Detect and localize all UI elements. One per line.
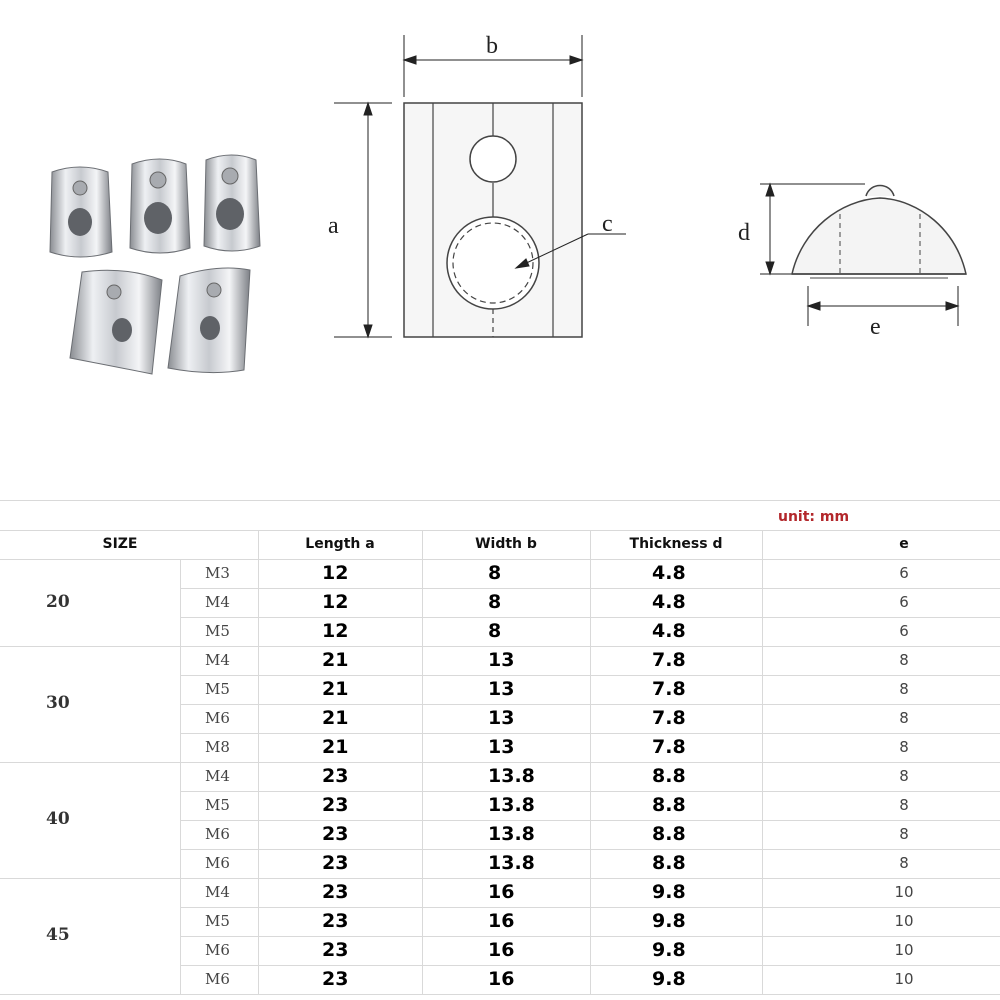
table-row-border	[180, 675, 1000, 676]
length-cell: 23	[322, 794, 349, 816]
thickness-cell: 9.8	[652, 968, 686, 990]
thickness-cell: 9.8	[652, 910, 686, 932]
length-cell: 23	[322, 765, 349, 787]
header-top-border	[0, 530, 1000, 531]
t-nut-3	[204, 155, 260, 251]
dimension-label-c: c	[602, 211, 613, 237]
t-nut-1	[50, 167, 112, 257]
length-cell: 23	[322, 939, 349, 961]
width-cell: 8	[488, 591, 502, 613]
thread-size-cell: M6	[205, 709, 230, 727]
e-cell: 10	[894, 941, 914, 959]
e-cell: 8	[899, 825, 909, 843]
thread-size-cell: M4	[205, 767, 230, 785]
header-thickness: Thickness d	[629, 536, 723, 552]
thread-size-cell: M6	[205, 854, 230, 872]
thickness-cell: 8.8	[652, 765, 686, 787]
front-view-drawing	[320, 25, 650, 355]
thickness-cell: 4.8	[652, 620, 686, 642]
table-row-border	[180, 907, 1000, 908]
table-row-border	[180, 704, 1000, 705]
width-cell: 13	[488, 649, 515, 671]
e-cell: 8	[899, 738, 909, 756]
length-cell: 21	[322, 707, 349, 729]
e-cell: 10	[894, 970, 914, 988]
thickness-cell: 9.8	[652, 881, 686, 903]
length-cell: 23	[322, 968, 349, 990]
width-cell: 13	[488, 678, 515, 700]
thickness-cell: 8.8	[652, 794, 686, 816]
header-e: e	[899, 536, 909, 552]
table-row-border	[180, 588, 1000, 589]
t-nut-profile	[792, 186, 966, 279]
header-bottom-border	[0, 559, 1000, 560]
size-group-label: 40	[46, 809, 70, 829]
width-cell: 13.8	[488, 823, 535, 845]
length-cell: 23	[322, 881, 349, 903]
thickness-cell: 8.8	[652, 852, 686, 874]
thickness-cell: 8.8	[652, 823, 686, 845]
length-cell: 23	[322, 910, 349, 932]
table-row-border	[0, 762, 1000, 763]
thickness-cell: 9.8	[652, 939, 686, 961]
width-cell: 13	[488, 707, 515, 729]
width-cell: 13.8	[488, 794, 535, 816]
thickness-cell: 7.8	[652, 707, 686, 729]
thread-size-cell: M5	[205, 680, 230, 698]
thickness-cell: 7.8	[652, 649, 686, 671]
e-cell: 8	[899, 651, 909, 669]
length-cell: 21	[322, 678, 349, 700]
length-cell: 23	[322, 823, 349, 845]
width-cell: 16	[488, 939, 515, 961]
thickness-cell: 4.8	[652, 591, 686, 613]
size-group-label: 45	[46, 925, 70, 945]
e-cell: 6	[899, 593, 909, 611]
size-group-label: 20	[46, 591, 70, 612]
width-cell: 13.8	[488, 765, 535, 787]
length-cell: 12	[322, 620, 349, 642]
thread-size-cell: M6	[205, 825, 230, 843]
side-view-drawing	[730, 170, 980, 350]
length-cell: 23	[322, 852, 349, 874]
table-row-border	[0, 878, 1000, 879]
width-cell: 13.8	[488, 852, 535, 874]
dimension-label-d: d	[738, 220, 750, 246]
thread-size-cell: M6	[205, 941, 230, 959]
thread-size-cell: M3	[205, 564, 230, 582]
width-cell: 16	[488, 910, 515, 932]
column-divider	[180, 559, 181, 995]
t-nut-4	[70, 270, 162, 374]
t-nut-2	[130, 159, 190, 253]
e-cell: 10	[894, 912, 914, 930]
e-cell: 6	[899, 622, 909, 640]
thread-size-cell: M4	[205, 593, 230, 611]
header-width: Width b	[475, 536, 537, 552]
e-cell: 10	[894, 883, 914, 901]
thread-size-cell: M5	[205, 622, 230, 640]
dimension-label-e: e	[870, 314, 881, 340]
width-cell: 8	[488, 562, 502, 584]
thickness-cell: 7.8	[652, 678, 686, 700]
table-row-border	[0, 646, 1000, 647]
thread-size-cell: M8	[205, 738, 230, 756]
length-cell: 21	[322, 649, 349, 671]
table-top-border	[0, 500, 1000, 501]
thread-size-cell: M5	[205, 912, 230, 930]
t-nut-5	[168, 268, 250, 373]
dimension-label-b: b	[486, 33, 498, 59]
t-nut-outline	[404, 103, 582, 337]
e-cell: 6	[899, 564, 909, 582]
length-cell: 12	[322, 591, 349, 613]
length-cell: 12	[322, 562, 349, 584]
table-row-border	[180, 849, 1000, 850]
thickness-cell: 4.8	[652, 562, 686, 584]
width-cell: 13	[488, 736, 515, 758]
e-cell: 8	[899, 854, 909, 872]
table-row-border	[180, 936, 1000, 937]
thread-size-cell: M4	[205, 883, 230, 901]
e-cell: 8	[899, 680, 909, 698]
width-cell: 16	[488, 881, 515, 903]
width-cell: 8	[488, 620, 502, 642]
size-group-label: 30	[46, 693, 70, 713]
thickness-cell: 7.8	[652, 736, 686, 758]
thread-size-cell: M6	[205, 970, 230, 988]
e-cell: 8	[899, 796, 909, 814]
thread-size-cell: M4	[205, 651, 230, 669]
table-row-border	[0, 994, 1000, 995]
header-size: SIZE	[102, 536, 138, 552]
length-cell: 21	[322, 736, 349, 758]
t-nut-product-photo	[40, 140, 300, 390]
table-row-border	[180, 617, 1000, 618]
thread-size-cell: M5	[205, 796, 230, 814]
table-row-border	[180, 820, 1000, 821]
unit-note: unit: mm	[778, 509, 850, 525]
table-row-border	[180, 791, 1000, 792]
table-row-border	[180, 733, 1000, 734]
e-cell: 8	[899, 709, 909, 727]
e-cell: 8	[899, 767, 909, 785]
dimension-label-a: a	[328, 213, 339, 239]
table-row-border	[180, 965, 1000, 966]
header-length: Length a	[305, 536, 375, 552]
width-cell: 16	[488, 968, 515, 990]
